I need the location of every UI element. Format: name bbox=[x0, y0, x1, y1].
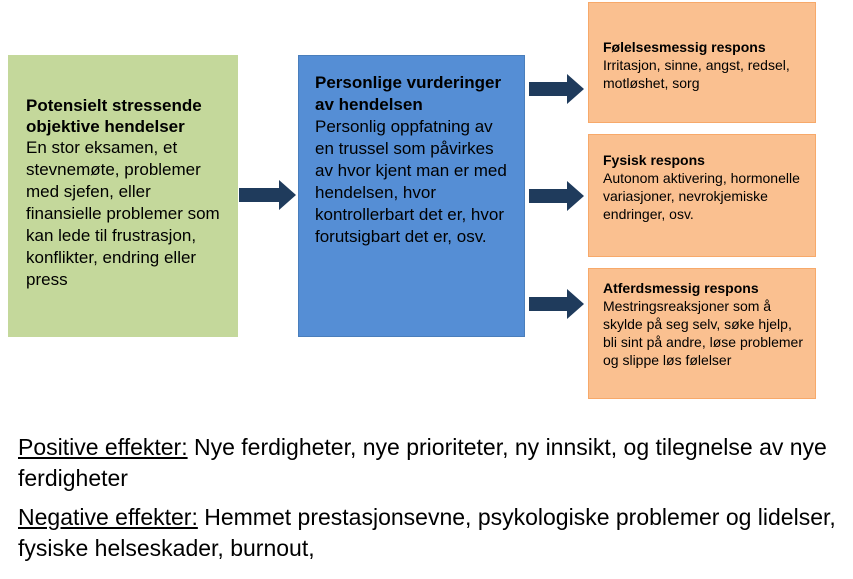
stressor-title: Potensielt stressende objektive hendelser bbox=[26, 96, 202, 136]
appraisal-title: Personlige vurderinger av hendelsen bbox=[315, 73, 502, 114]
physical-response-title: Fysisk respons bbox=[603, 152, 705, 168]
negative-effects-label: Negative effekter: bbox=[18, 504, 198, 530]
arrow-right-icon bbox=[239, 180, 297, 210]
arrow-right-icon bbox=[529, 289, 585, 319]
stressor-body: En stor eksamen, et stevnemøte, problemer med sjefen, eller finansielle problemer som kan lede til frustrasjon, konflikter, endring eller press bbox=[26, 138, 220, 289]
emotional-response-title: Følelsesmessig respons bbox=[603, 39, 766, 55]
behavioral-response-body: Mestringsreaksjoner som å skylde på seg selv, søke hjelp, bli sint på andre, løse problemer og slippe løs følelser bbox=[603, 298, 803, 368]
stressor-box bbox=[8, 55, 238, 337]
positive-effects bbox=[18, 432, 848, 494]
behavioral-response-title: Atferdsmessig respons bbox=[603, 280, 759, 296]
positive-effects-label: Positive effekter: bbox=[18, 434, 188, 460]
negative-effects bbox=[18, 502, 848, 564]
negative-effects-text: Hemmet prestasjonsevne, psykologiske problemer og lidelser, fysiske helseskader, burnout, bbox=[18, 504, 836, 561]
behavioral-response-box bbox=[588, 268, 816, 399]
appraisal-body: Personlig oppfatning av en trussel som påvirkes av hvor kjent man er med hendelsen, hvor kontrollerbart det er, hvor forutsigbart det er, osv. bbox=[315, 117, 507, 246]
appraisal-box bbox=[298, 55, 525, 337]
physical-response-box bbox=[588, 134, 816, 257]
arrow-right-icon bbox=[529, 181, 585, 211]
physical-response-body: Autonom aktivering, hormonelle variasjoner, nevrokjemiske endringer, osv. bbox=[603, 170, 800, 222]
arrow-right-icon bbox=[529, 74, 585, 104]
emotional-response-box bbox=[588, 2, 816, 123]
positive-effects-text: Nye ferdigheter, nye prioriteter, ny innsikt, og tilegnelse av nye ferdigheter bbox=[18, 434, 827, 491]
emotional-response-body: Irritasjon, sinne, angst, redsel, motløshet, sorg bbox=[603, 57, 790, 91]
